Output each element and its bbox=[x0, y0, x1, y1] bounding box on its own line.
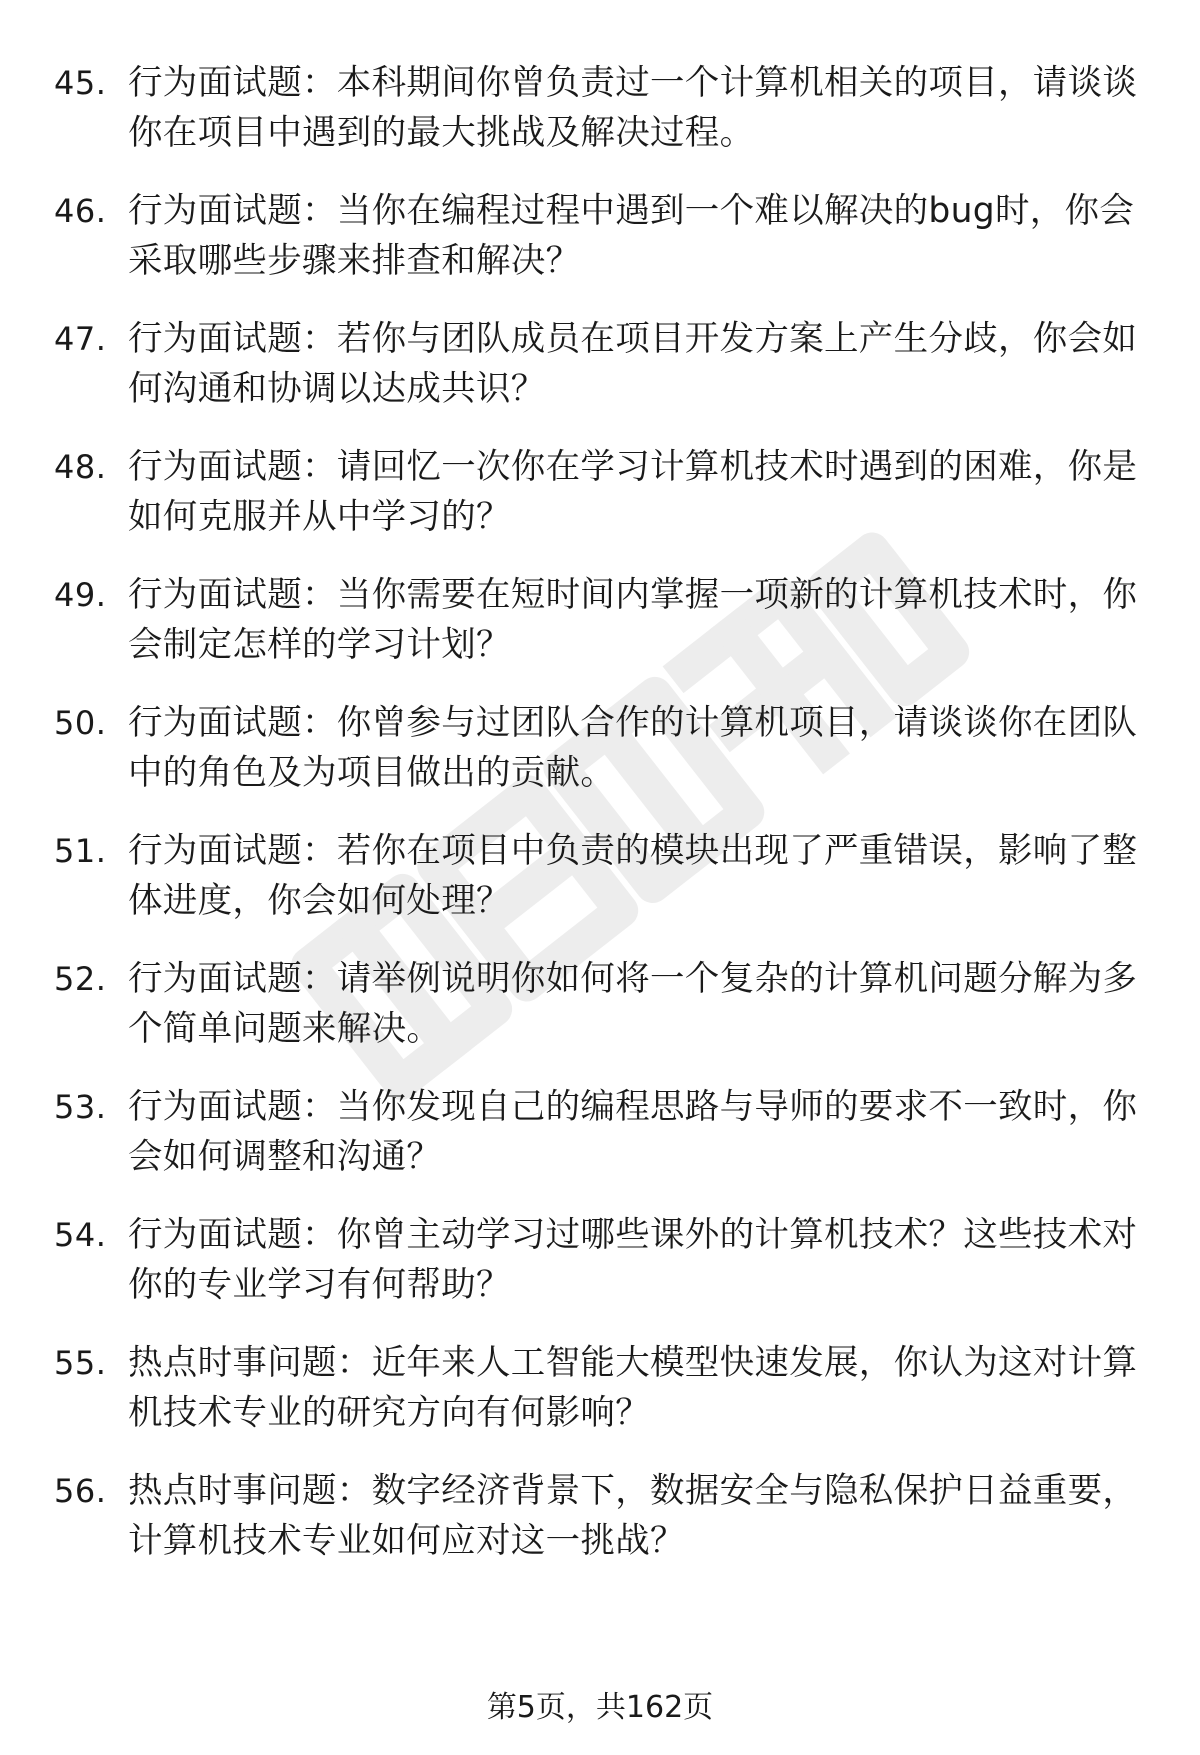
question-number: 50. bbox=[54, 704, 107, 742]
question-item bbox=[54, 1082, 1154, 1210]
question-item bbox=[54, 698, 1154, 826]
question-item bbox=[54, 954, 1154, 1082]
question-text: 行为面试题：本科期间你曾负责过一个计算机相关的项目，请谈谈你在项目中遇到的最大挑战及解决过程。 bbox=[128, 63, 1138, 153]
question-number: 47. bbox=[54, 320, 107, 358]
question-item bbox=[54, 186, 1154, 314]
question-item bbox=[54, 442, 1154, 570]
question-number: 55. bbox=[54, 1344, 107, 1382]
question-text: 行为面试题：请举例说明你如何将一个复杂的计算机问题分解为多个简单问题来解决。 bbox=[128, 959, 1138, 1049]
question-number: 56. bbox=[54, 1472, 107, 1510]
question-text: 行为面试题：当你需要在短时间内掌握一项新的计算机技术时，你会制定怎样的学习计划？ bbox=[128, 575, 1138, 665]
question-item bbox=[54, 570, 1154, 698]
question-item bbox=[54, 1466, 1154, 1594]
question-text: 行为面试题：当你发现自己的编程思路与导师的要求不一致时，你会如何调整和沟通？ bbox=[128, 1087, 1138, 1177]
question-number: 53. bbox=[54, 1088, 107, 1126]
question-text: 行为面试题：若你在项目中负责的模块出现了严重错误，影响了整体进度，你会如何处理？ bbox=[128, 831, 1138, 921]
question-text: 行为面试题：你曾主动学习过哪些课外的计算机技术？这些技术对你的专业学习有何帮助？ bbox=[128, 1215, 1138, 1305]
question-item bbox=[54, 314, 1154, 442]
question-number: 54. bbox=[54, 1216, 107, 1254]
question-number: 46. bbox=[54, 192, 107, 230]
question-number: 45. bbox=[54, 64, 107, 102]
question-number: 52. bbox=[54, 960, 107, 998]
question-text: 行为面试题：请回忆一次你在学习计算机技术时遇到的困难，你是如何克服并从中学习的？ bbox=[128, 447, 1138, 537]
question-text: 行为面试题：若你与团队成员在项目开发方案上产生分歧，你会如何沟通和协调以达成共识？ bbox=[128, 319, 1138, 409]
question-item bbox=[54, 1338, 1154, 1466]
question-text: 热点时事问题：近年来人工智能大模型快速发展，你认为这对计算机技术专业的研究方向有何影响？ bbox=[128, 1343, 1138, 1433]
question-item bbox=[54, 58, 1154, 186]
question-text: 行为面试题：你曾参与过团队合作的计算机项目，请谈谈你在团队中的角色及为项目做出的贡献。 bbox=[128, 703, 1138, 793]
question-number: 49. bbox=[54, 576, 107, 614]
question-text: 热点时事问题：数字经济背景下，数据安全与隐私保护日益重要，计算机技术专业如何应对这一挑战？ bbox=[128, 1471, 1138, 1561]
question-item bbox=[54, 1210, 1154, 1338]
question-text: 行为面试题：当你在编程过程中遇到一个难以解决的bug时，你会采取哪些步骤来排查和解决？ bbox=[128, 191, 1135, 281]
question-list bbox=[54, 58, 1154, 1594]
question-number: 51. bbox=[54, 832, 107, 870]
question-item bbox=[54, 826, 1154, 954]
question-number: 48. bbox=[54, 448, 107, 486]
page-number-label: 第5页，共162页 bbox=[486, 1690, 714, 1725]
page-footer bbox=[0, 1688, 1200, 1728]
